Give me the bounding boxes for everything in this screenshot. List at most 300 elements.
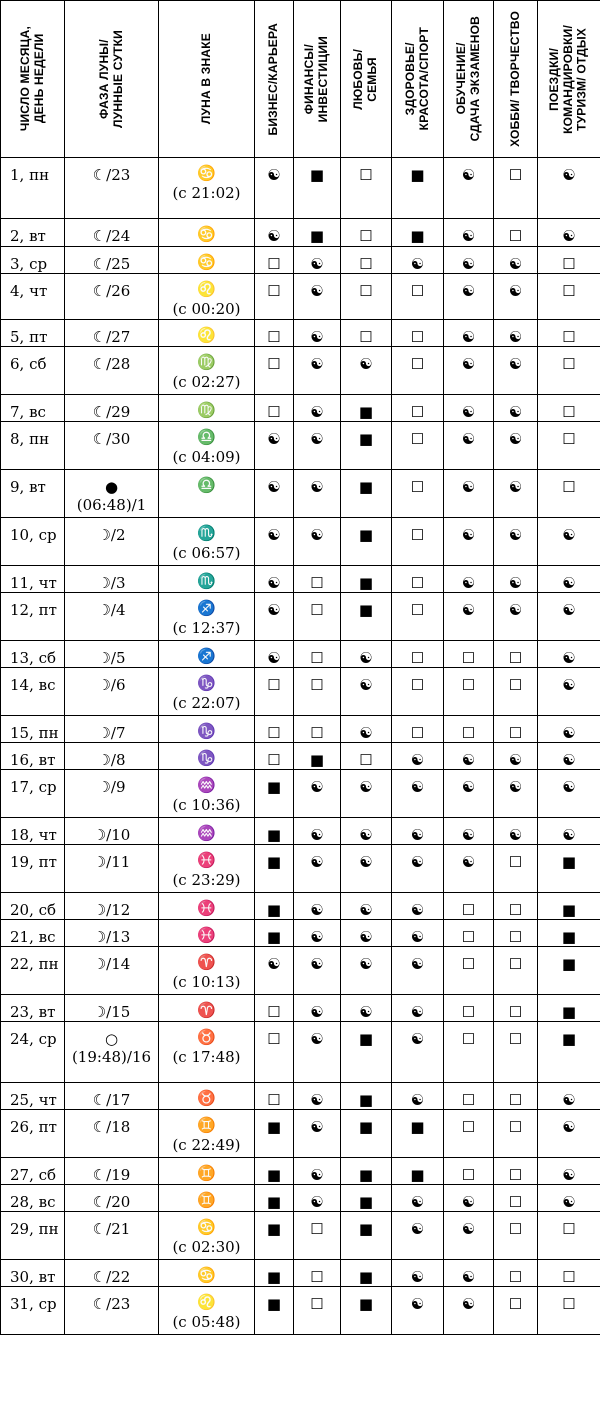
mark-cell-love — [341, 518, 392, 566]
zodiac-cell — [159, 422, 255, 470]
yin-yang-icon: ☯ — [310, 901, 324, 919]
mark-cell-travel — [538, 818, 600, 845]
mark-cell-love — [341, 247, 392, 274]
day-cell: 11, чт — [1, 566, 65, 593]
yin-yang-icon: ☯ — [461, 255, 476, 273]
empty-square-icon: ☐ — [310, 574, 324, 592]
mark-cell-study — [444, 158, 494, 219]
zodiac-cell — [159, 320, 255, 347]
mark-cell-love — [341, 1287, 392, 1335]
mark-cell-travel — [538, 770, 600, 818]
phase-cell — [65, 1212, 159, 1260]
filled-square-icon: ■ — [309, 227, 325, 245]
mark-cell-travel — [538, 716, 600, 743]
table-row — [1, 347, 600, 395]
yin-yang-icon: ☯ — [461, 478, 476, 496]
day-cell: 14, вс — [1, 668, 65, 716]
filled-square-icon: ■ — [358, 1220, 374, 1238]
zodiac-cell — [159, 668, 255, 716]
header-text: ФИНАНСЫ/ — [302, 43, 317, 115]
filled-square-icon: ■ — [309, 751, 325, 769]
empty-square-icon: ☐ — [267, 751, 281, 769]
mark-cell-study — [444, 1185, 494, 1212]
yin-yang-icon: ☯ — [562, 751, 576, 769]
moon-phase-icon: ☾/23 — [92, 166, 131, 184]
sign-entry-time: (с 06:57) — [172, 543, 241, 562]
mark-cell-love — [341, 274, 392, 320]
sign-entry-time: (с 02:30) — [172, 1237, 241, 1256]
empty-square-icon: ☐ — [410, 355, 425, 373]
mark-cell-hobby — [494, 1022, 538, 1083]
mark-cell-finance — [294, 247, 341, 274]
mark-cell-hobby — [494, 422, 538, 470]
empty-square-icon: ☐ — [410, 676, 425, 694]
mark-cell-love — [341, 566, 392, 593]
empty-square-icon: ☐ — [562, 1268, 576, 1286]
moon-phase-icon: ☾/21 — [92, 1220, 131, 1238]
mark-cell-health — [392, 845, 444, 893]
filled-square-icon: ■ — [266, 1166, 282, 1184]
yin-yang-icon: ☯ — [310, 1091, 324, 1109]
yin-yang-icon: ☯ — [310, 826, 324, 844]
table-row — [1, 518, 600, 566]
yin-yang-icon: ☯ — [508, 574, 523, 592]
filled-square-icon: ■ — [358, 601, 374, 619]
day-cell: 12, пт — [1, 593, 65, 641]
mark-cell-business — [255, 1083, 294, 1110]
mark-cell-travel — [538, 320, 600, 347]
yin-yang-icon: ☯ — [267, 649, 281, 667]
yin-yang-icon: ☯ — [461, 853, 476, 871]
mark-cell-finance — [294, 770, 341, 818]
mark-cell-study — [444, 818, 494, 845]
filled-square-icon: ■ — [266, 853, 282, 871]
mark-cell-finance — [294, 1185, 341, 1212]
mark-cell-love — [341, 395, 392, 422]
phase-cell — [65, 422, 159, 470]
mark-cell-finance — [294, 347, 341, 395]
zodiac-sign-icon: ♏ — [197, 572, 216, 590]
mark-cell-finance — [294, 518, 341, 566]
mark-cell-travel — [538, 1260, 600, 1287]
zodiac-cell — [159, 995, 255, 1022]
phase-cell — [65, 1260, 159, 1287]
mark-cell-hobby — [494, 247, 538, 274]
yin-yang-icon: ☯ — [310, 1166, 324, 1184]
phase-cell — [65, 470, 159, 518]
mark-cell-health — [392, 947, 444, 995]
mark-cell-travel — [538, 518, 600, 566]
yin-yang-icon: ☯ — [508, 601, 523, 619]
empty-square-icon: ☐ — [562, 430, 576, 448]
moon-phase-icon: ☽/12 — [92, 901, 131, 919]
yin-yang-icon: ☯ — [267, 574, 281, 592]
mark-cell-hobby — [494, 893, 538, 920]
phase-cell — [65, 716, 159, 743]
filled-square-icon: ■ — [358, 478, 374, 496]
empty-square-icon: ☐ — [410, 430, 425, 448]
mark-cell-health — [392, 247, 444, 274]
mark-cell-love — [341, 1212, 392, 1260]
moon-phase-icon: ● — [104, 478, 119, 496]
filled-square-icon: ■ — [561, 901, 577, 919]
mark-cell-business — [255, 845, 294, 893]
day-cell: 25, чт — [1, 1083, 65, 1110]
mark-cell-finance — [294, 274, 341, 320]
header-text: ТУРИЗМ/ ОТДЫХ — [574, 27, 589, 131]
yin-yang-icon: ☯ — [508, 478, 523, 496]
mark-cell-finance — [294, 920, 341, 947]
mark-cell-hobby — [494, 641, 538, 668]
mark-cell-business — [255, 1260, 294, 1287]
zodiac-cell — [159, 818, 255, 845]
filled-square-icon: ■ — [309, 166, 325, 184]
yin-yang-icon: ☯ — [310, 282, 324, 300]
mark-cell-business — [255, 920, 294, 947]
empty-square-icon: ☐ — [508, 227, 523, 245]
yin-yang-icon: ☯ — [461, 403, 476, 421]
mark-cell-study — [444, 470, 494, 518]
header-text: СЕМЬЯ — [365, 56, 379, 102]
filled-square-icon: ■ — [358, 526, 374, 544]
zodiac-sign-icon: ♉ — [197, 1089, 216, 1107]
empty-square-icon: ☐ — [410, 526, 425, 544]
empty-square-icon: ☐ — [267, 1030, 281, 1048]
moon-phase-icon: ☾/25 — [92, 255, 131, 273]
header-text: ОБУЧЕНИЕ/ — [453, 43, 468, 115]
mark-cell-finance — [294, 1260, 341, 1287]
mark-cell-health — [392, 593, 444, 641]
phase-cell — [65, 818, 159, 845]
yin-yang-icon: ☯ — [359, 649, 373, 667]
yin-yang-icon: ☯ — [461, 826, 476, 844]
mark-cell-travel — [538, 1158, 600, 1185]
filled-square-icon: ■ — [358, 1295, 374, 1313]
mark-cell-business — [255, 716, 294, 743]
moon-phase-icon: ☾/27 — [92, 328, 131, 346]
zodiac-cell — [159, 593, 255, 641]
mark-cell-love — [341, 158, 392, 219]
table-row — [1, 158, 600, 219]
empty-square-icon: ☐ — [508, 1166, 523, 1184]
moon-phase-icon: ☾/23 — [92, 1295, 131, 1313]
zodiac-cell — [159, 947, 255, 995]
mark-cell-health — [392, 668, 444, 716]
sign-entry-time: (с 22:49) — [172, 1135, 241, 1154]
sign-entry-time: (с 17:48) — [172, 1047, 241, 1066]
mark-cell-health — [392, 893, 444, 920]
empty-square-icon: ☐ — [410, 574, 425, 592]
empty-square-icon: ☐ — [508, 901, 523, 919]
mark-cell-health — [392, 818, 444, 845]
zodiac-sign-icon: ♒ — [197, 824, 216, 842]
day-cell: 5, пт — [1, 320, 65, 347]
empty-square-icon: ☐ — [562, 355, 576, 373]
phase-cell — [65, 668, 159, 716]
yin-yang-icon: ☯ — [267, 601, 281, 619]
mark-cell-hobby — [494, 1110, 538, 1158]
yin-yang-icon: ☯ — [310, 1118, 324, 1136]
table-row — [1, 818, 600, 845]
yin-yang-icon: ☯ — [410, 1268, 425, 1286]
yin-yang-icon: ☯ — [359, 826, 373, 844]
phase-cell — [65, 1287, 159, 1335]
mark-cell-finance — [294, 845, 341, 893]
mark-cell-health — [392, 770, 444, 818]
mark-cell-health — [392, 470, 444, 518]
mark-cell-hobby — [494, 518, 538, 566]
moon-phase-icon: ☽/14 — [92, 955, 131, 973]
mark-cell-study — [444, 668, 494, 716]
mark-cell-health — [392, 1212, 444, 1260]
empty-square-icon: ☐ — [310, 649, 324, 667]
mark-cell-business — [255, 1212, 294, 1260]
phase-cell — [65, 770, 159, 818]
empty-square-icon: ☐ — [508, 853, 523, 871]
mark-cell-study — [444, 320, 494, 347]
zodiac-sign-icon: ♓ — [197, 899, 216, 917]
yin-yang-icon: ☯ — [410, 778, 425, 796]
mark-cell-business — [255, 347, 294, 395]
empty-square-icon: ☐ — [562, 478, 576, 496]
yin-yang-icon: ☯ — [461, 166, 476, 184]
yin-yang-icon: ☯ — [508, 751, 523, 769]
mark-cell-health — [392, 1110, 444, 1158]
yin-yang-icon: ☯ — [461, 1295, 476, 1313]
zodiac-sign-icon: ♐ — [197, 647, 216, 665]
filled-square-icon: ■ — [266, 1295, 282, 1313]
phase-cell — [65, 1083, 159, 1110]
yin-yang-icon: ☯ — [410, 901, 425, 919]
filled-square-icon: ■ — [358, 430, 374, 448]
day-cell: 21, вс — [1, 920, 65, 947]
day-cell: 22, пн — [1, 947, 65, 995]
mark-cell-health — [392, 347, 444, 395]
table-row — [1, 947, 600, 995]
mark-cell-study — [444, 1158, 494, 1185]
zodiac-sign-icon: ♎ — [197, 428, 216, 446]
yin-yang-icon: ☯ — [562, 166, 576, 184]
table-row — [1, 1158, 600, 1185]
phase-cell — [65, 893, 159, 920]
moon-phase-icon: ☽/8 — [97, 751, 126, 769]
mark-cell-love — [341, 1083, 392, 1110]
mark-cell-finance — [294, 818, 341, 845]
zodiac-sign-icon: ♌ — [197, 280, 216, 298]
mark-cell-business — [255, 770, 294, 818]
table-row — [1, 716, 600, 743]
filled-square-icon: ■ — [266, 1118, 282, 1136]
table-row — [1, 1212, 600, 1260]
header-text: КОМАНДИРОВКИ/ — [561, 24, 576, 134]
empty-square-icon: ☐ — [461, 955, 476, 973]
filled-square-icon: ■ — [410, 1118, 425, 1136]
sign-entry-time: (с 23:29) — [172, 870, 241, 889]
zodiac-cell — [159, 1185, 255, 1212]
mark-cell-love — [341, 347, 392, 395]
filled-square-icon: ■ — [358, 1166, 374, 1184]
yin-yang-icon: ☯ — [562, 1118, 576, 1136]
mark-cell-love — [341, 743, 392, 770]
header-day — [1, 1, 65, 158]
phase-cell — [65, 395, 159, 422]
mark-cell-finance — [294, 743, 341, 770]
day-cell: 4, чт — [1, 274, 65, 320]
empty-square-icon: ☐ — [562, 328, 576, 346]
table-row — [1, 1185, 600, 1212]
mark-cell-love — [341, 470, 392, 518]
zodiac-cell — [159, 1260, 255, 1287]
yin-yang-icon: ☯ — [410, 255, 425, 273]
yin-yang-icon: ☯ — [461, 601, 476, 619]
mark-cell-business — [255, 1185, 294, 1212]
day-cell: 24, ср — [1, 1022, 65, 1083]
yin-yang-icon: ☯ — [410, 826, 425, 844]
mark-cell-study — [444, 1287, 494, 1335]
yin-yang-icon: ☯ — [359, 724, 373, 742]
yin-yang-icon: ☯ — [310, 403, 324, 421]
zodiac-cell — [159, 1083, 255, 1110]
empty-square-icon: ☐ — [410, 403, 425, 421]
header-health — [392, 1, 444, 158]
zodiac-cell — [159, 743, 255, 770]
day-cell: 17, ср — [1, 770, 65, 818]
mark-cell-love — [341, 219, 392, 247]
zodiac-sign-icon: ♊ — [197, 1191, 216, 1209]
day-cell: 23, вт — [1, 995, 65, 1022]
yin-yang-icon: ☯ — [508, 430, 523, 448]
mark-cell-study — [444, 1260, 494, 1287]
empty-square-icon: ☐ — [410, 282, 425, 300]
mark-cell-travel — [538, 470, 600, 518]
mark-cell-travel — [538, 1212, 600, 1260]
empty-square-icon: ☐ — [267, 355, 281, 373]
mark-cell-health — [392, 716, 444, 743]
yin-yang-icon: ☯ — [410, 955, 425, 973]
empty-square-icon: ☐ — [508, 928, 523, 946]
mark-cell-study — [444, 422, 494, 470]
filled-square-icon: ■ — [266, 901, 282, 919]
mark-cell-travel — [538, 347, 600, 395]
phase-cell — [65, 518, 159, 566]
sign-entry-time: (с 00:20) — [172, 299, 241, 318]
empty-square-icon: ☐ — [310, 676, 324, 694]
moon-phase-icon: ☾/17 — [92, 1091, 131, 1109]
mark-cell-love — [341, 845, 392, 893]
empty-square-icon: ☐ — [359, 166, 373, 184]
yin-yang-icon: ☯ — [310, 1030, 324, 1048]
header-row — [1, 1, 600, 158]
mark-cell-love — [341, 947, 392, 995]
yin-yang-icon: ☯ — [508, 355, 523, 373]
filled-square-icon: ■ — [358, 1091, 374, 1109]
mark-cell-hobby — [494, 566, 538, 593]
day-cell: 31, ср — [1, 1287, 65, 1335]
filled-square-icon: ■ — [561, 1030, 577, 1048]
zodiac-cell — [159, 716, 255, 743]
yin-yang-icon: ☯ — [461, 1268, 476, 1286]
mark-cell-health — [392, 1260, 444, 1287]
mark-cell-business — [255, 1287, 294, 1335]
mark-cell-hobby — [494, 1158, 538, 1185]
table-row — [1, 395, 600, 422]
empty-square-icon: ☐ — [310, 1268, 324, 1286]
header-text: ЗДОРОВЬЕ/ — [402, 42, 417, 116]
zodiac-cell — [159, 518, 255, 566]
mark-cell-business — [255, 668, 294, 716]
yin-yang-icon: ☯ — [562, 574, 576, 592]
yin-yang-icon: ☯ — [310, 328, 324, 346]
mark-cell-hobby — [494, 818, 538, 845]
zodiac-cell — [159, 566, 255, 593]
moon-phase-icon: ☾/20 — [92, 1193, 131, 1211]
mark-cell-finance — [294, 1158, 341, 1185]
mark-cell-travel — [538, 995, 600, 1022]
yin-yang-icon: ☯ — [461, 1193, 476, 1211]
day-cell: 10, ср — [1, 518, 65, 566]
mark-cell-hobby — [494, 716, 538, 743]
mark-cell-business — [255, 320, 294, 347]
mark-cell-travel — [538, 247, 600, 274]
mark-cell-finance — [294, 395, 341, 422]
mark-cell-finance — [294, 320, 341, 347]
sign-entry-time: (с 10:36) — [172, 795, 241, 814]
header-text: СДАЧА ЭКЗАМЕНОВ — [467, 16, 482, 142]
mark-cell-finance — [294, 219, 341, 247]
filled-square-icon: ■ — [410, 1166, 425, 1184]
mark-cell-travel — [538, 947, 600, 995]
mark-cell-travel — [538, 395, 600, 422]
moon-phase-icon: ☽/9 — [97, 778, 126, 796]
yin-yang-icon: ☯ — [508, 328, 523, 346]
mark-cell-business — [255, 995, 294, 1022]
yin-yang-icon: ☯ — [310, 255, 324, 273]
sign-entry-time: (с 02:27) — [172, 372, 241, 391]
mark-cell-health — [392, 743, 444, 770]
filled-square-icon: ■ — [266, 928, 282, 946]
table-row — [1, 995, 600, 1022]
moon-phase-icon: ☽/2 — [97, 526, 126, 544]
empty-square-icon: ☐ — [508, 724, 523, 742]
moon-phase-icon: ☾/18 — [92, 1118, 131, 1136]
mark-cell-health — [392, 1158, 444, 1185]
mark-cell-business — [255, 395, 294, 422]
empty-square-icon: ☐ — [562, 255, 576, 273]
zodiac-sign-icon: ♊ — [197, 1116, 216, 1134]
mark-cell-finance — [294, 893, 341, 920]
mark-cell-travel — [538, 1287, 600, 1335]
mark-cell-business — [255, 1158, 294, 1185]
empty-square-icon: ☐ — [410, 649, 425, 667]
mark-cell-finance — [294, 641, 341, 668]
yin-yang-icon: ☯ — [310, 1193, 324, 1211]
zodiac-cell — [159, 395, 255, 422]
mark-cell-travel — [538, 219, 600, 247]
mark-cell-hobby — [494, 920, 538, 947]
mark-cell-hobby — [494, 743, 538, 770]
empty-square-icon: ☐ — [508, 955, 523, 973]
day-cell: 29, пн — [1, 1212, 65, 1260]
zodiac-sign-icon: ♍ — [197, 401, 216, 419]
yin-yang-icon: ☯ — [461, 1220, 476, 1238]
zodiac-cell — [159, 158, 255, 219]
table-row — [1, 320, 600, 347]
header-text: ЧИСЛО МЕСЯЦА, — [17, 26, 32, 132]
mark-cell-hobby — [494, 995, 538, 1022]
yin-yang-icon: ☯ — [359, 355, 373, 373]
header-text: ПОЕЗДКИ/ — [547, 47, 562, 111]
zodiac-cell — [159, 641, 255, 668]
